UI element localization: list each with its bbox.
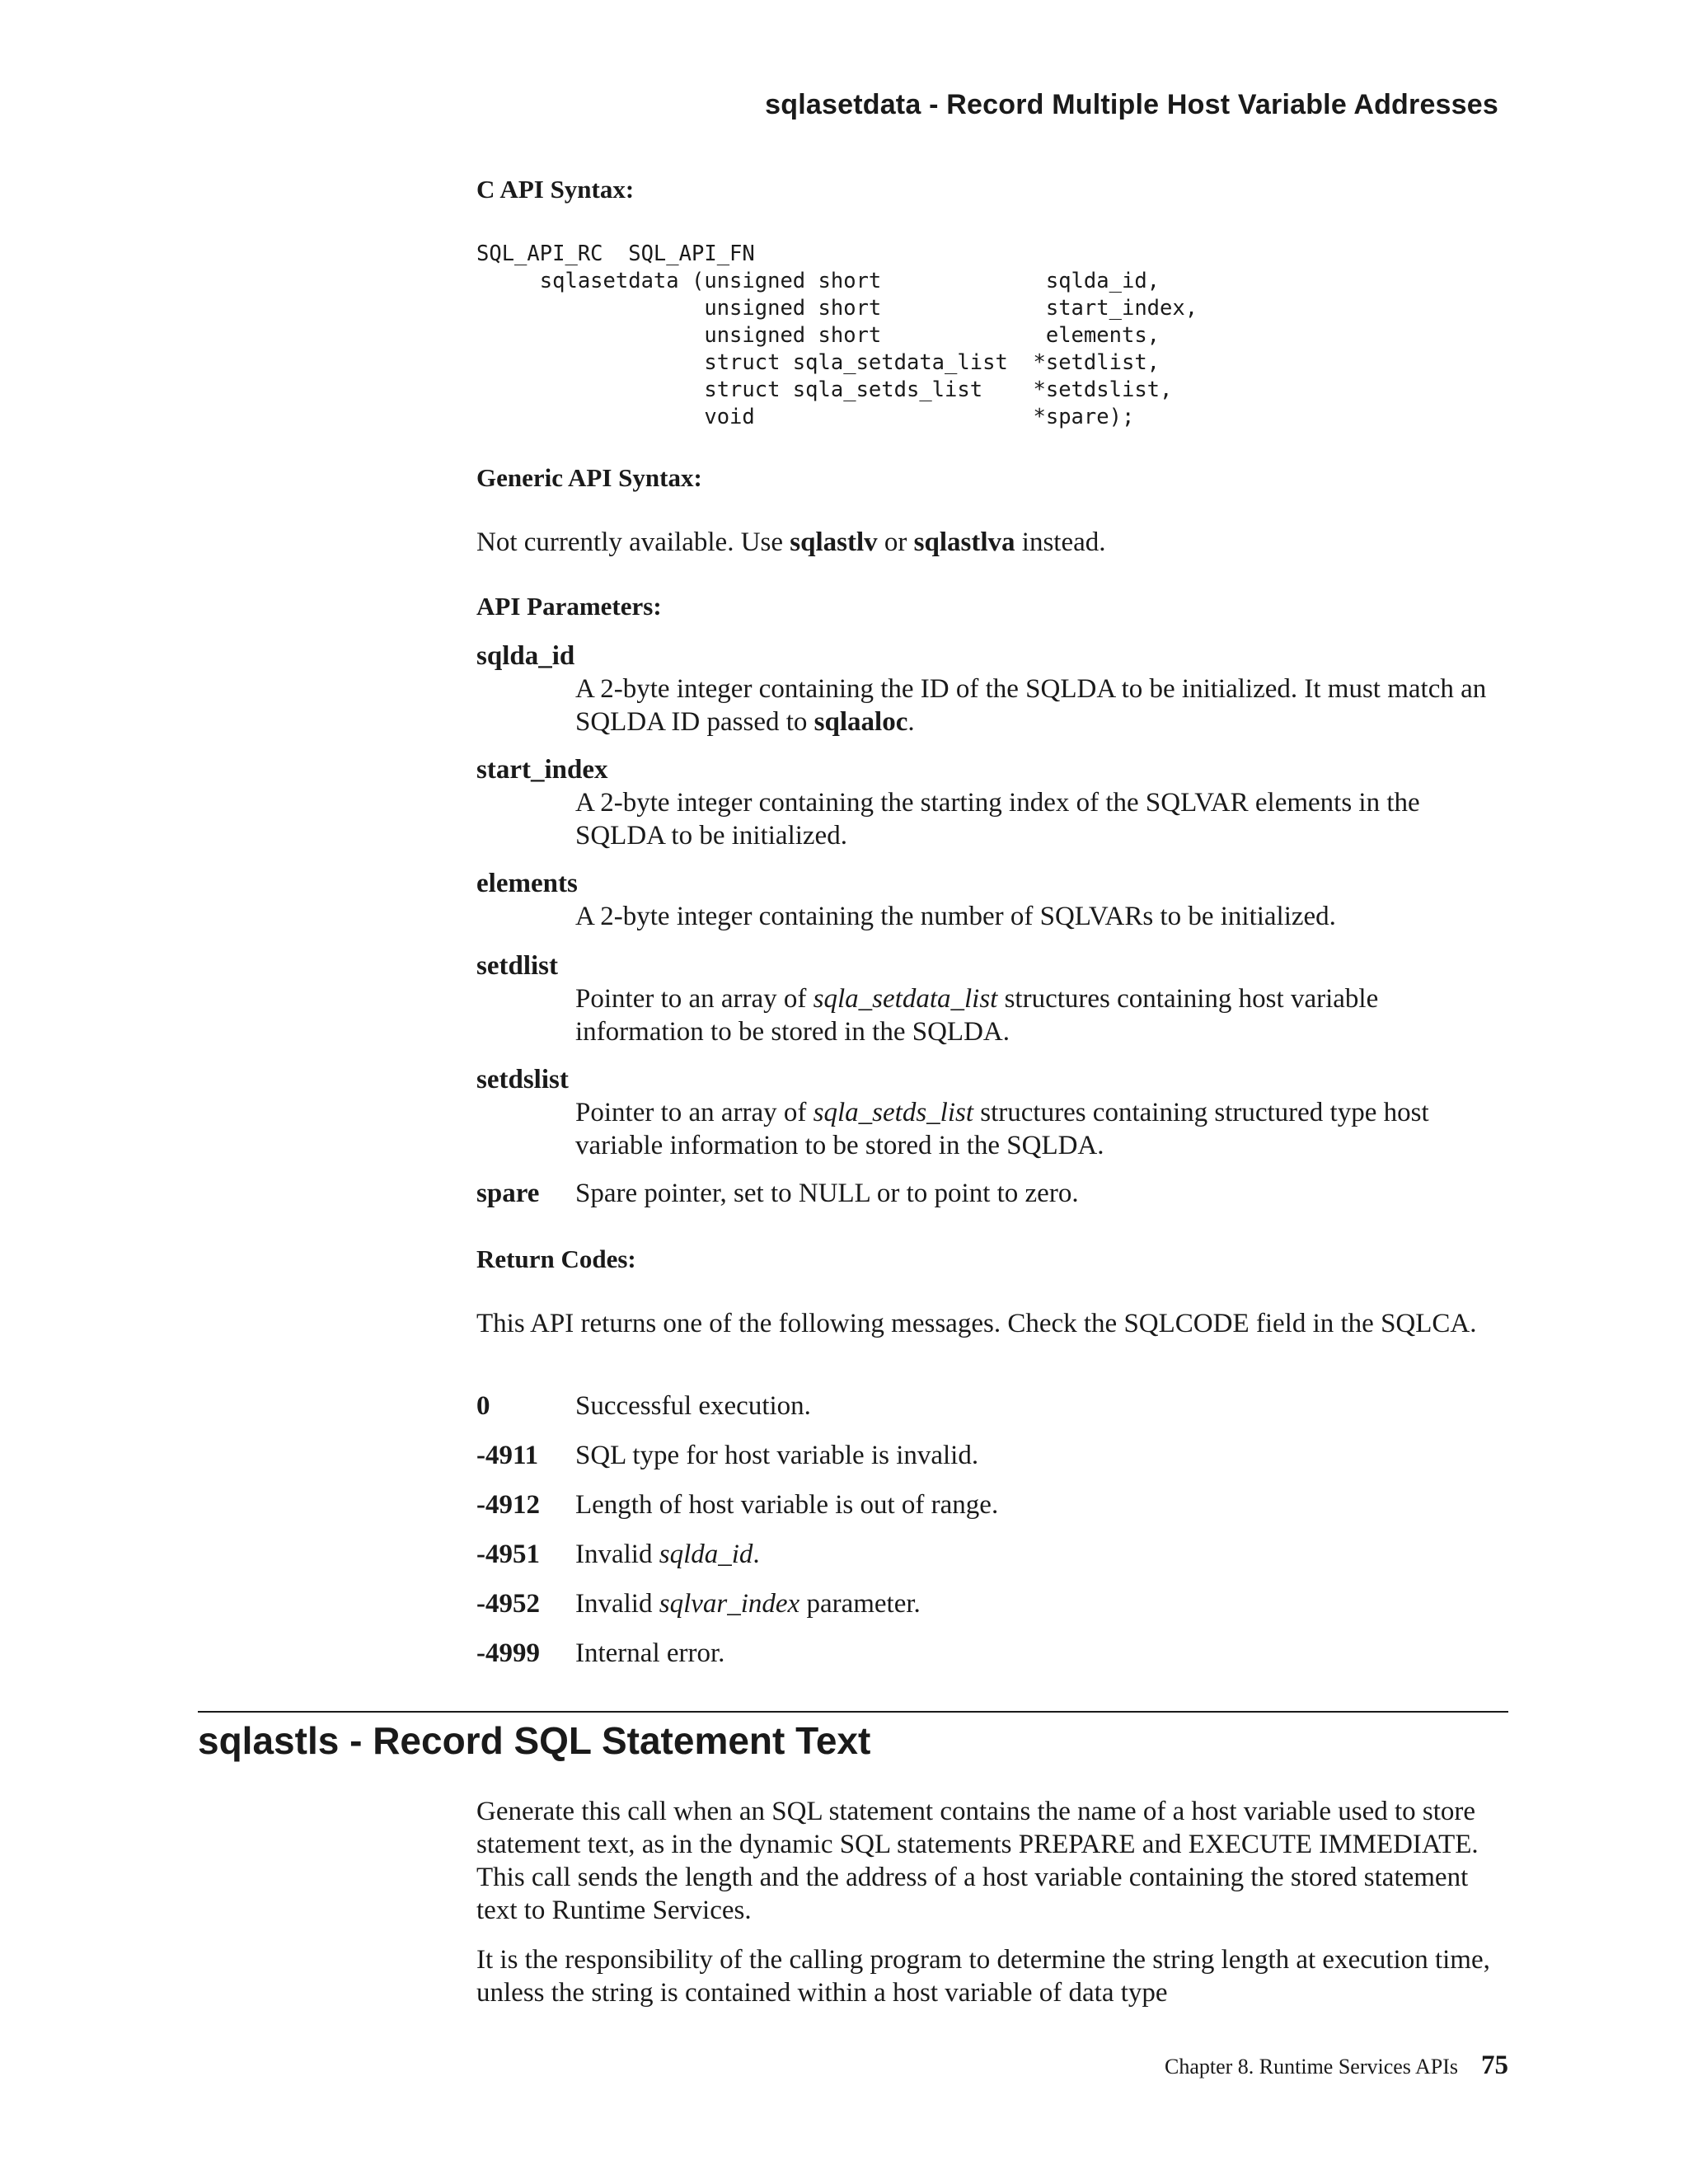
param-spare <box>476 1177 1507 1210</box>
param-description <box>476 673 1507 738</box>
param-description: A 2-byte integer containing the starting index of the SQLVAR elements in the SQLDA to be initialized. <box>575 788 1420 851</box>
param-desc-text: . <box>907 707 915 737</box>
page-footer <box>1165 2050 1508 2081</box>
sqlastls-paragraph-1: Generate this call when an SQL statement contains the name of a host variable used to store statement text, as in the dynamic SQL statements PREPARE and EXECUTE IMMEDIATE. This call sends the length and the address of a host variable containing the stored statement text to Runtime Services. <box>476 1797 1479 1925</box>
param-term: sqlda_id <box>476 641 575 671</box>
sqlastlva-term: sqlastlva <box>913 527 1015 557</box>
param-elements <box>476 867 1507 933</box>
param-desc-text: A 2-byte integer containing the ID of the SQLDA to be initialized. It must match an SQLDA ID passed to <box>575 674 1487 737</box>
c-api-syntax-heading: C API Syntax: <box>476 175 635 204</box>
return-code-message: Length of host variable is out of range. <box>575 1490 999 1520</box>
sqla-setds-list-term: sqla_setds_list <box>813 1098 974 1127</box>
return-code-row <box>476 1538 760 1571</box>
return-code-row <box>476 1488 998 1521</box>
sqlastlv-term: sqlastlv <box>790 527 878 557</box>
generic-api-text <box>476 526 1507 559</box>
sqlastls-paragraph-2: It is the responsibility of the calling program to determine the string length at execution time, unless the string is contained within a host variable of data type <box>476 1945 1490 2008</box>
footer-chapter: Chapter 8. Runtime Services APIs <box>1164 2055 1458 2079</box>
param-sqlda-id <box>476 640 1507 738</box>
return-code: -4952 <box>476 1589 540 1619</box>
return-code-row <box>476 1637 724 1670</box>
param-setdslist <box>476 1063 1507 1162</box>
param-term: start_index <box>476 755 608 785</box>
c-api-code-block: SQL_API_RC SQL_API_FN sqlasetdata (unsigned short sqlda_id, unsigned short start_index, unsigned short elements, struct sqla_setdata_list *setdlist, struct sqla_setds_list *setdslist, void *spare); <box>476 241 1198 429</box>
return-code: -4951 <box>476 1540 540 1569</box>
param-term: spare <box>476 1179 540 1208</box>
running-header: sqlasetdata - Record Multiple Host Variable Addresses <box>765 89 1498 120</box>
sqlvar-index-term: sqlvar_index <box>659 1589 800 1619</box>
return-code-message: . <box>753 1540 760 1569</box>
return-codes-heading: Return Codes: <box>476 1244 636 1273</box>
param-desc-text: Pointer to an array of <box>575 984 814 1014</box>
api-parameters-heading: API Parameters: <box>476 592 662 621</box>
return-code-message: parameter. <box>799 1589 921 1619</box>
sqlda-id-term: sqlda_id <box>659 1540 753 1569</box>
return-code-message: Internal error. <box>575 1638 725 1668</box>
return-code-row <box>476 1439 978 1472</box>
section-title: sqlastls - Record SQL Statement Text <box>198 1719 871 1762</box>
return-codes-intro: This API returns one of the following messages. Check the SQLCODE field in the SQLCA. <box>476 1309 1477 1338</box>
param-description <box>476 1096 1507 1162</box>
generic-text-a: Not currently available. Use <box>476 527 790 557</box>
return-code-row <box>476 1587 921 1620</box>
return-code-message: Successful execution. <box>575 1391 811 1421</box>
param-desc-text: structures containing structured type host variable information to be stored in the SQLDA. <box>575 1098 1429 1160</box>
param-term: setdlist <box>476 951 558 981</box>
return-code: -4911 <box>476 1441 539 1470</box>
param-start-index <box>476 753 1507 852</box>
return-code: 0 <box>476 1391 490 1421</box>
return-code-row <box>476 1390 811 1422</box>
param-description <box>476 982 1507 1048</box>
sqlaaloc-term: sqlaaloc <box>814 707 908 737</box>
param-setdlist <box>476 949 1507 1048</box>
param-desc-text: Pointer to an array of <box>575 1098 814 1127</box>
return-code-message: Invalid <box>575 1540 659 1569</box>
param-term: setdslist <box>476 1065 569 1094</box>
generic-text-b: or <box>877 527 914 557</box>
page-number: 75 <box>1481 2050 1508 2080</box>
param-term: elements <box>476 869 578 898</box>
section-divider <box>198 1711 1508 1713</box>
return-code: -4999 <box>476 1638 540 1668</box>
param-desc-text: structures containing host variable information to be stored in the SQLDA. <box>575 984 1379 1047</box>
return-code: -4912 <box>476 1490 540 1520</box>
generic-api-syntax-heading: Generic API Syntax: <box>476 463 702 492</box>
generic-text-c: instead. <box>1015 527 1106 557</box>
return-code-message: Invalid <box>575 1589 659 1619</box>
return-code-message: SQL type for host variable is invalid. <box>575 1441 979 1470</box>
sqla-setdata-list-term: sqla_setdata_list <box>813 984 998 1014</box>
param-description: Spare pointer, set to NULL or to point to zero. <box>575 1179 1079 1208</box>
param-description: A 2-byte integer containing the number of SQLVARs to be initialized. <box>575 902 1336 931</box>
